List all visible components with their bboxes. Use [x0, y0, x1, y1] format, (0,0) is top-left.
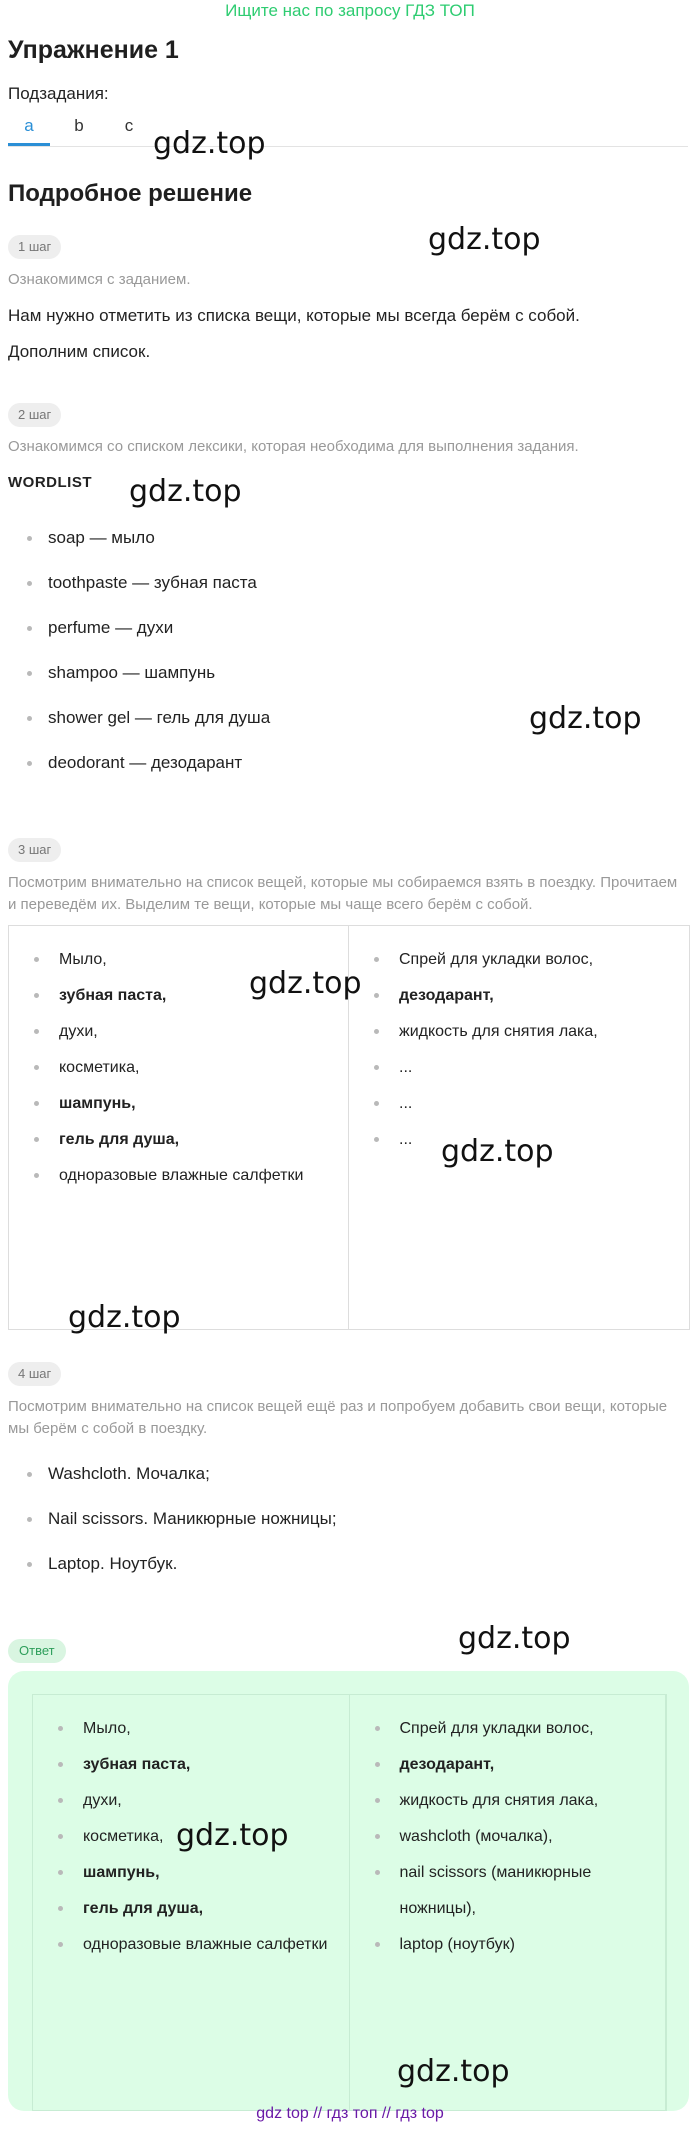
list-item: Laptop. Ноутбук.	[8, 1552, 688, 1597]
answer-right-column	[350, 1695, 667, 2110]
table-item: духи,	[9, 1014, 348, 1050]
watermark: gdz.top	[428, 222, 541, 257]
wordlist-item: perfume — духи	[8, 616, 688, 661]
step-2-note: Ознакомимся со списком лексики, которая необходима для выполнения задания.	[8, 438, 579, 455]
wordlist-item: soap — мыло	[8, 526, 688, 571]
search-banner: Ищите нас по запросу ГДЗ ТОП	[225, 1, 475, 20]
answer-item: духи,	[33, 1783, 349, 1819]
step-4-note: Посмотрим внимательно на список вещей ещё раз и попробуем добавить свои вещи, которые мы берём с собой в поездку.	[8, 1398, 668, 1437]
step-badge-4: 4 шаг	[8, 1362, 61, 1386]
list-item: Washcloth. Мочалка;	[8, 1462, 688, 1507]
table-item: косметика,	[9, 1050, 348, 1086]
added-items-list	[8, 1462, 688, 1597]
answer-item: Мыло,	[33, 1711, 349, 1747]
active-tab-indicator	[8, 143, 50, 146]
table-item-highlighted: зубная паста,	[9, 978, 348, 1014]
table-item: Спрей для укладки волос,	[349, 942, 689, 978]
wordlist-title: WORDLIST	[8, 474, 92, 491]
items-table-right-column	[349, 926, 689, 1329]
table-item: жидкость для снятия лака,	[349, 1014, 689, 1050]
answer-item: washcloth (мочалка),	[350, 1819, 666, 1855]
answer-item-highlighted: гель для душа,	[33, 1891, 349, 1927]
step-badge-1: 1 шаг	[8, 235, 61, 259]
watermark: gdz.top	[249, 966, 362, 1001]
subtask-tabs	[8, 114, 688, 147]
subtasks-label: Подзадания:	[8, 84, 109, 103]
answer-item-highlighted: дезодарант,	[350, 1747, 666, 1783]
watermark: gdz.top	[176, 1818, 289, 1853]
tab-a[interactable]: a	[24, 116, 34, 135]
step-1-text: Нам нужно отметить из списка вещи, которые мы всегда берём с собой.	[8, 306, 580, 325]
table-item: Мыло,	[9, 942, 348, 978]
step-1-note: Ознакомимся с заданием.	[8, 271, 191, 288]
table-item: ...	[349, 1050, 689, 1086]
watermark: gdz.top	[68, 1300, 181, 1335]
answer-item: nail scissors (маникюрные ножницы),	[350, 1855, 666, 1927]
answer-item-highlighted: зубная паста,	[33, 1747, 349, 1783]
tab-c[interactable]: c	[124, 116, 134, 135]
page-title: Упражнение 1	[8, 36, 179, 64]
table-item: одноразовые влажные салфетки	[9, 1158, 348, 1194]
step-badge-2: 2 шаг	[8, 403, 61, 427]
table-item-highlighted: дезодарант,	[349, 978, 689, 1014]
wordlist-item: shampoo — шампунь	[8, 661, 688, 706]
wordlist-item: shower gel — гель для душа	[8, 706, 688, 751]
watermark: gdz.top	[153, 126, 266, 161]
answer-badge: Ответ	[8, 1639, 66, 1663]
list-item: Nail scissors. Маникюрные ножницы;	[8, 1507, 688, 1552]
table-item: ...	[349, 1086, 689, 1122]
tab-b[interactable]: b	[74, 116, 84, 135]
watermark: gdz.top	[529, 701, 642, 736]
wordlist-item: toothpaste — зубная паста	[8, 571, 688, 616]
answer-item: жидкость для снятия лака,	[350, 1783, 666, 1819]
footer-links[interactable]: gdz top // гдз топ // гдз top	[256, 2105, 444, 2122]
watermark: gdz.top	[441, 1134, 554, 1169]
table-item-highlighted: шампунь,	[9, 1086, 348, 1122]
answer-item: одноразовые влажные салфетки	[33, 1927, 349, 1963]
watermark: gdz.top	[129, 474, 242, 509]
wordlist-item: deodorant — дезодарант	[8, 751, 688, 796]
answer-item: косметика,	[33, 1819, 349, 1855]
answer-table	[32, 1694, 667, 2111]
table-item: ...	[349, 1122, 689, 1158]
watermark: gdz.top	[458, 1621, 571, 1656]
answer-left-column	[33, 1695, 350, 2110]
step-3-note: Посмотрим внимательно на список вещей, которые мы собираемся взять в поездку. Прочитаем и переведём их. Выделим те вещи, которые мы чаще всего берём с собой.	[8, 874, 678, 913]
table-item-highlighted: гель для душа,	[9, 1122, 348, 1158]
answer-item: laptop (ноутбук)	[350, 1927, 666, 1963]
watermark: gdz.top	[397, 2054, 510, 2089]
wordlist	[8, 526, 688, 796]
answer-item: Спрей для укладки волос,	[350, 1711, 666, 1747]
answer-item-highlighted: шампунь,	[33, 1855, 349, 1891]
step-badge-3: 3 шаг	[8, 838, 61, 862]
solution-heading: Подробное решение	[8, 180, 253, 207]
step-1-text-2: Дополним список.	[8, 342, 151, 361]
